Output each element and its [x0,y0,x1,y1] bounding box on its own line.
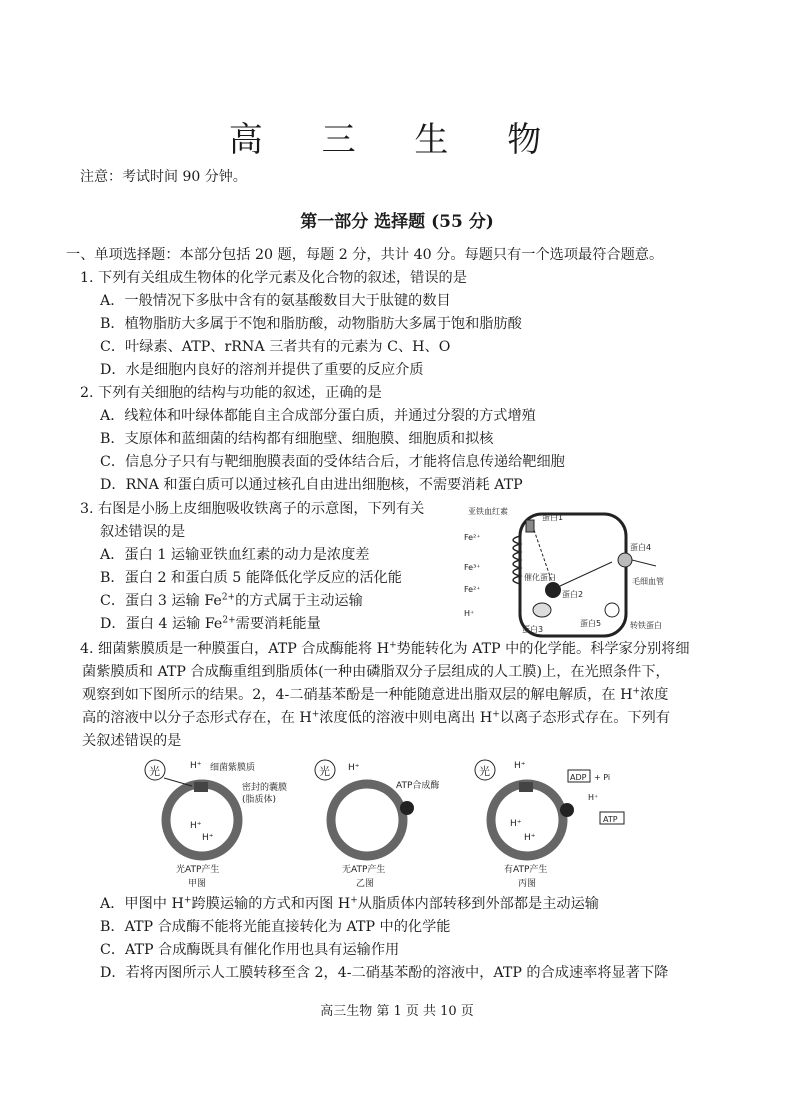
name-yi: 乙图 [356,879,375,889]
label-p3: 蛋白3 [522,625,544,634]
light-arrow-jia [164,778,192,786]
panel-yi [315,760,439,889]
page-title: 高 三 生 物 [228,120,566,160]
label-h-bing-in2: H⁺ [524,833,536,843]
label-atp: ATP [603,815,618,824]
q4-option-d: D．若将丙图所示人工膜转移至含 2，4-二硝基苯酚的溶液中，ATP 的合成速率将显著下降 [100,965,669,981]
label-h: H⁺ [464,609,475,618]
label-liposome: (脂质体) [242,795,277,805]
q3-option-b: B．蛋白 2 和蛋白质 5 能降低化学反应的活化能 [100,570,402,586]
q3-cell-diagram [462,506,672,642]
caption-bing: 有ATP产生 [504,865,548,875]
q1-option-d: D．水是细胞内良好的溶剂并提供了重要的反应介质 [100,362,424,378]
purple-protein-jia [194,782,208,792]
q2-stem: 2. 下列有关细胞的结构与功能的叙述，正确的是 [80,385,382,401]
q4-option-c: C．ATP 合成酶既具有催化作用也具有运输作用 [100,942,400,958]
q3-option-d: D．蛋白 4 运输 $Fe^{2+}$需要消耗能量 [100,615,321,632]
label-h-jia-out: H⁺ [190,761,202,771]
q2-option-a: A．线粒体和叶绿体都能自主合成部分蛋白质，并通过分裂的方式增殖 [100,408,536,424]
label-sealed: 密封的囊膜 [242,783,288,793]
q2-option-d: D．RNA 和蛋白质可以通过核孔自由进出细胞核，不需要消耗 ATP [100,477,523,493]
label-p2: 蛋白2 [562,590,584,599]
label-fe2-a: Fe²⁺ [464,533,481,542]
caption-jia: 光ATP产生 [176,865,220,875]
q4-option-b: B．ATP 合成酶不能将光能直接转化为 ATP 中的化学能 [100,919,451,935]
liposome-yi [331,784,403,856]
panel-jia [145,760,287,889]
microvilli [513,536,520,584]
q4-stem-line2: 菌紫膜质和 ATP 合成酶重组到脂质体(一种由磷脂双分子层组成的人工膜)上，在光照条件下， [82,664,670,680]
protein1-mark [526,520,534,532]
liposome-jia [166,784,238,856]
label-capillary: 毛细血管 [632,577,664,586]
q2-option-c: C．信息分子只有与靶细胞膜表面的受体结合后，才能将信息传递给靶细胞 [100,454,565,470]
label-h-bing-in1: H⁺ [510,819,522,829]
protein2-mark [545,582,561,598]
label-h-bing-out2: H⁺ [588,793,599,802]
atpase-bing [560,803,574,817]
q3-stem-line2: 叙述错误的是 [100,524,186,540]
q4-stem-line5: 关叙述错误的是 [82,733,182,749]
label-enzyme: 催化蛋白 [524,573,556,582]
q4-stem-line1: 4. 细菌紫膜质是一种膜蛋白，ATP 合成酶能将 H+势能转化为 ATP 中的化学能。科学家分别将细 [80,640,690,657]
label-p4: 蛋白4 [630,543,652,552]
label-adp: ADP [570,773,587,782]
label-h-bing-out: H⁺ [514,761,526,771]
label-h-jia-in2: H⁺ [202,833,214,843]
name-jia: 甲图 [188,879,207,889]
q1-option-c: C．叶绿素、ATP、rRNA 三者共有的元素为 C、H、O [100,339,451,355]
caption-yi: 无ATP产生 [342,865,386,875]
purple-protein-bing [519,782,533,792]
section-heading: 第一部分 选择题 (55 分) [300,212,494,232]
label-purple: 细菌紫膜质 [210,763,256,773]
q4-stem-line3: 观察到如下图所示的结果。2，4-二硝基苯酚是一种能随意进出脂双层的解电解质，在 H+浓度 [82,686,669,703]
q3-option-c: C．蛋白 3 运输 $Fe^{2+}$的方式属于主动运输 [100,592,363,609]
label-pi: + Pi [594,773,611,782]
protein4-mark [618,553,632,567]
label-heme: 亚铁血红素 [468,507,508,516]
fe-arrow [560,562,612,586]
label-p5: 蛋白5 [580,619,602,628]
label-fe2-b: Fe²⁺ [464,585,481,594]
liposome-bing [491,784,563,856]
label-light-bing: 光 [479,765,490,778]
protein5-mark [605,603,619,617]
label-light-yi: 光 [319,765,330,778]
q1-option-b: B．植物脂肪大多属于不饱和脂肪酸，动物脂肪大多属于饱和脂肪酸 [100,316,522,332]
out-arrow [632,560,656,566]
label-p1: 蛋白1 [542,513,564,522]
exam-note: 注意：考试时间 90 分钟。 [80,169,247,185]
q3-stem-line1: 3. 右图是小肠上皮细胞吸收铁离子的示意图，下列有关 [80,501,425,517]
label-atpase: ATP合成酶 [396,781,440,791]
label-light-jia: 光 [149,765,160,778]
label-fe3: Fe³⁺ [464,563,481,572]
panel-bing [475,760,624,889]
q4-stem-line4: 高的溶液中以分子态形式存在，在 H+浓度低的溶液中则电离出 H+以离子态形式存在。下列有 [82,709,671,726]
page-footer: 高三生物 第 1 页 共 10 页 [320,1004,474,1019]
instruction: 一、单项选择题：本部分包括 20 题，每题 2 分，共计 40 分。每题只有一个选项最符合题意。 [66,247,664,263]
atpase-yi [400,801,414,815]
label-transferrin: 转铁蛋白 [630,621,662,630]
protein3-mark [533,603,551,617]
q1-stem: 1. 下列有关组成生物体的化学元素及化合物的叙述，错误的是 [80,270,467,286]
q4-option-a: A．甲图中 H+跨膜运输的方式和丙图 H+从脂质体内部转移到外部都是主动运输 [100,895,599,912]
label-h-jia-in1: H⁺ [190,821,202,831]
q4-liposome-diagram [142,758,642,892]
name-bing: 丙图 [518,879,537,889]
q2-option-b: B．支原体和蓝细菌的结构都有细胞壁、细胞膜、细胞质和拟核 [100,431,494,447]
label-h-yi: H⁺ [348,763,360,773]
q1-option-a: A．一般情况下多肽中含有的氨基酸数目大于肽键的数目 [100,293,451,309]
q3-option-a: A．蛋白 1 运输亚铁血红素的动力是浓度差 [100,547,370,563]
